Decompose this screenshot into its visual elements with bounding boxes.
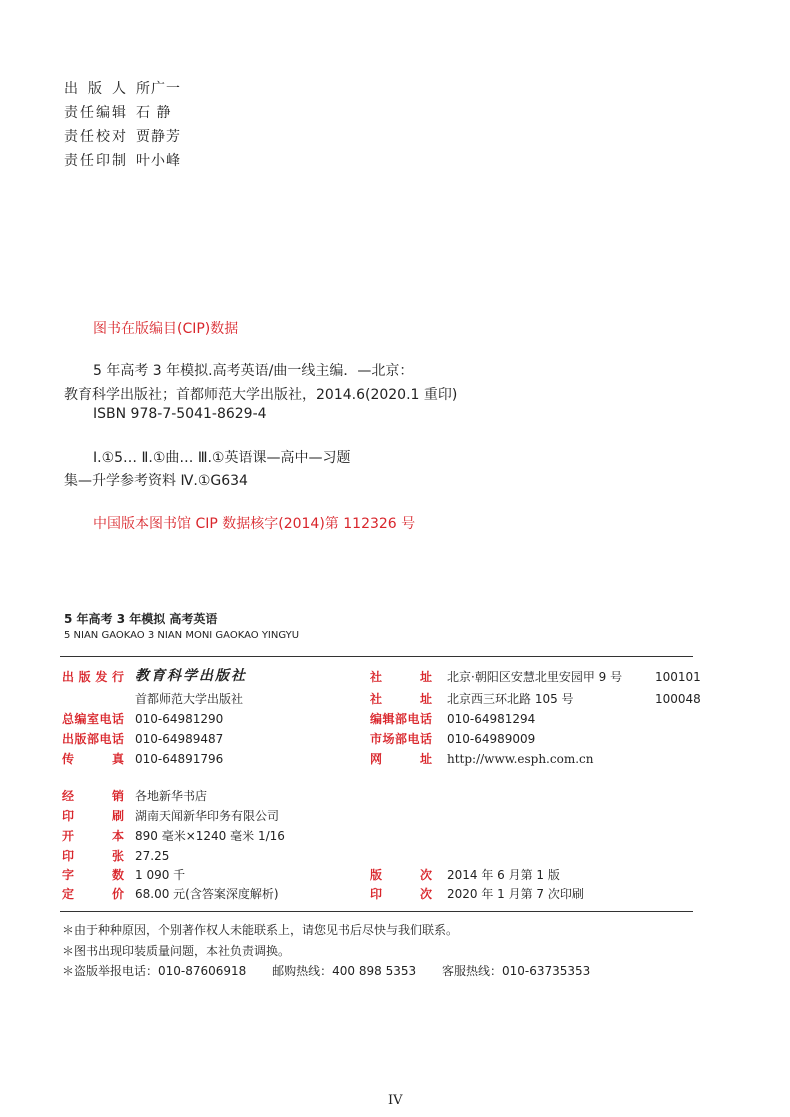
edition: 2014 年 6 月第 1 版: [447, 868, 560, 882]
cip-line2: 教育科学出版社；首都师范大学出版社，2014.6(2020.1 重印): [64, 387, 458, 403]
staff-name: 石 静: [136, 105, 172, 121]
sheets-label: 印张: [62, 849, 124, 863]
printing: 2020 年 1 月第 7 次印刷: [447, 887, 584, 901]
sheets: 27.25: [135, 849, 170, 863]
staff-role: 责任印制: [64, 153, 126, 169]
page-number: IV: [388, 1093, 403, 1108]
divider: [60, 911, 693, 912]
pubdept-phone-label: 出版部电话: [62, 732, 124, 746]
staff-name: 贾静芳: [136, 129, 181, 145]
note-hotlines: [62, 962, 590, 980]
office-phone: 010-64981290: [135, 712, 224, 726]
staff-print-manager: [64, 150, 181, 172]
cip-verify: 中国版本图书馆 CIP 数据核字(2014)第 112326 号: [93, 516, 416, 532]
publisher2: 首都师范大学出版社: [135, 692, 244, 706]
website-label: 网址: [370, 752, 432, 766]
staff-publisher: [64, 78, 181, 100]
publisher-logo: 教育科学出版社: [135, 668, 247, 684]
office-phone-label: 总编室电话: [62, 712, 124, 726]
cip-class2: 集—升学参考资料 Ⅳ.①G634: [64, 473, 248, 489]
staff-name: 所广一: [136, 81, 181, 97]
market-phone-label: 市场部电话: [370, 732, 432, 746]
fax-label: 传真: [62, 752, 124, 766]
note-service-phone: 客服热线：010-63735353: [441, 964, 591, 978]
format: 890 毫米×1240 毫米 1/16: [135, 829, 285, 843]
note-quality: ＊图书出现印装质量问题，本社负责调换。: [62, 944, 291, 958]
price-label: 定价: [62, 887, 124, 901]
editdept-phone: 010-64981294: [447, 712, 536, 726]
words: 1 090 千: [135, 868, 186, 882]
price: 68.00 元(含答案深度解析): [135, 887, 279, 901]
cip-title: 图书在版编目(CIP)数据: [93, 321, 239, 337]
website: http://www.esph.com.cn: [447, 752, 594, 766]
staff-editor: [64, 102, 171, 124]
publish-label: 出版发行: [62, 670, 124, 684]
book-title: 5 年高考 3 年模拟 高考英语: [64, 612, 218, 626]
format-label: 开本: [62, 829, 124, 843]
editdept-phone-label: 编辑部电话: [370, 712, 432, 726]
staff-role: 出版人: [64, 81, 126, 97]
staff-role: 责任编辑: [64, 105, 126, 121]
distributor-label: 经销: [62, 789, 124, 803]
address1-label: 社址: [370, 670, 432, 684]
address2: 北京西三环北路 105 号: [447, 692, 574, 706]
note-mail-order-phone: 邮购热线：400 898 5353: [272, 964, 417, 978]
note-contact: ＊由于种种原因，个别著作权人未能联系上，请您见书后尽快与我们联系。: [62, 923, 459, 937]
cip-isbn: ISBN 978-7-5041-8629-4: [93, 406, 267, 422]
pubdept-phone: 010-64989487: [135, 732, 224, 746]
zip1: 100101: [655, 670, 701, 684]
printing-label: 印次: [370, 887, 432, 901]
cip-class1: Ⅰ.①5… Ⅱ.①曲… Ⅲ.①英语课—高中—习题: [93, 450, 351, 466]
divider: [60, 656, 693, 657]
staff-name: 叶小峰: [136, 153, 181, 169]
address2-label: 社址: [370, 692, 432, 706]
book-title-en: 5 NIAN GAOKAO 3 NIAN MONI GAOKAO YINGYU: [64, 630, 300, 641]
staff-role: 责任校对: [64, 129, 126, 145]
zip2: 100048: [655, 692, 701, 706]
market-phone: 010-64989009: [447, 732, 536, 746]
address1: 北京·朝阳区安慧北里安园甲 9 号: [447, 670, 623, 684]
note-piracy-phone: ＊盗版举报电话：010-87606918: [62, 964, 247, 978]
cip-line1: 5 年高考 3 年模拟.高考英语/曲一线主编．—北京：: [93, 363, 414, 379]
staff-proofreader: [64, 126, 181, 148]
printer: 湖南天闻新华印务有限公司: [135, 809, 280, 823]
distributor: 各地新华书店: [135, 789, 208, 803]
fax: 010-64891796: [135, 752, 224, 766]
edition-label: 版次: [370, 868, 432, 882]
printer-label: 印刷: [62, 809, 124, 823]
words-label: 字数: [62, 868, 124, 882]
